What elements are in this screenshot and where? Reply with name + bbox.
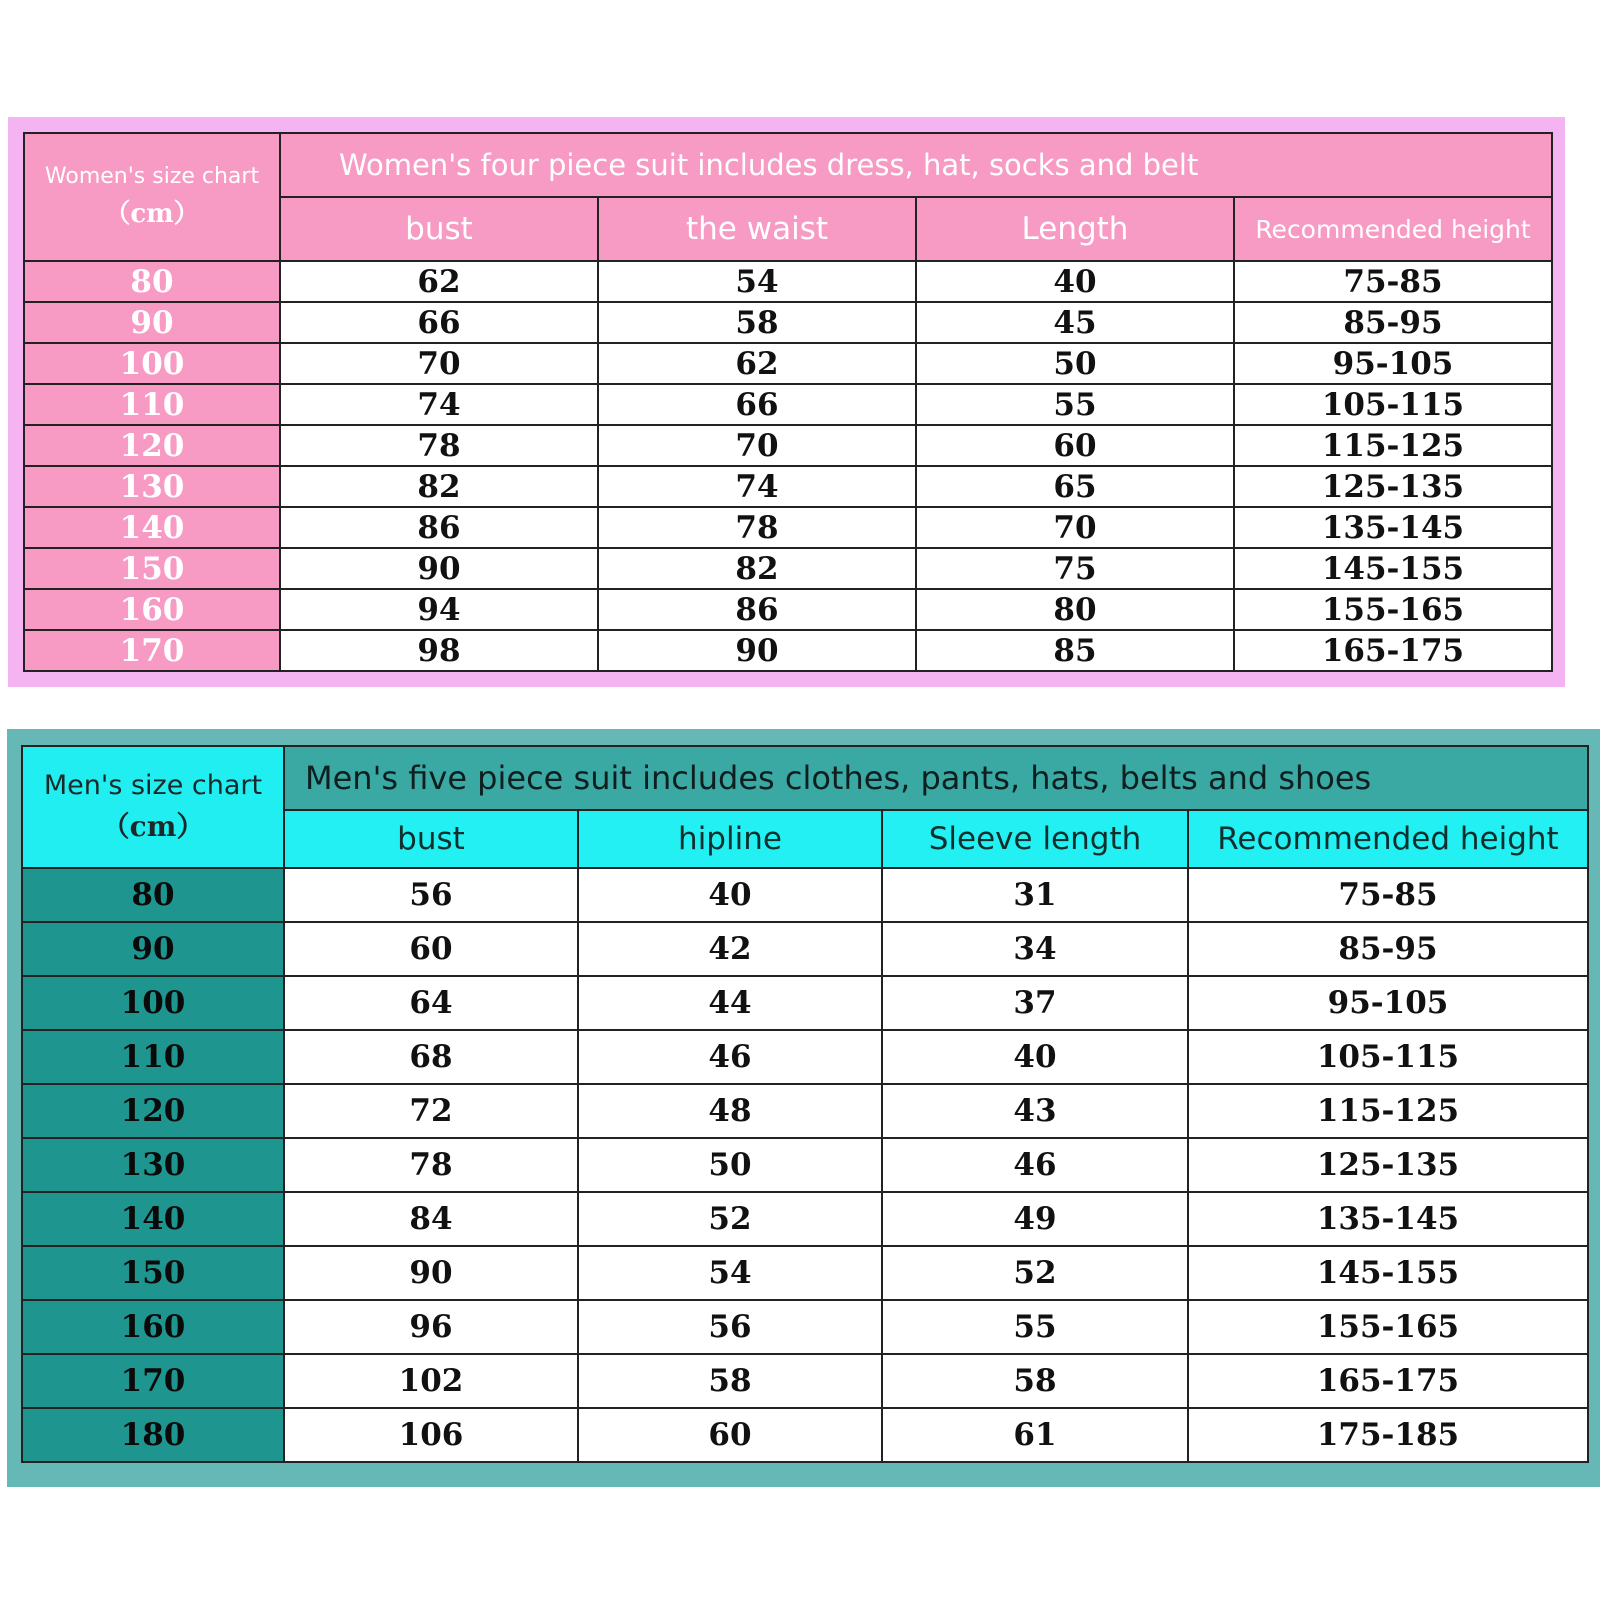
women-bust-cell: 98 (280, 630, 598, 671)
women-waist-cell: 70 (598, 425, 916, 466)
women-waist-cell: 62 (598, 343, 916, 384)
women-size-cell: 170 (24, 630, 280, 671)
women-recommended-height-cell: 75-85 (1234, 261, 1552, 302)
men-table-row (22, 1084, 1588, 1138)
men-sleeve-length-cell: 55 (882, 1300, 1188, 1354)
men-bust-cell: 56 (284, 868, 578, 922)
men-recommended-height-cell: 165-175 (1188, 1354, 1588, 1408)
women-header-bust: bust (280, 197, 598, 261)
women-header-length: Length (916, 197, 1234, 261)
women-recommended-height-cell: 155-165 (1234, 589, 1552, 630)
women-bust-cell: 62 (280, 261, 598, 302)
men-recommended-height-cell: 105-115 (1188, 1030, 1588, 1084)
women-size-cell: 110 (24, 384, 280, 425)
women-recommended-height-cell: 115-125 (1234, 425, 1552, 466)
women-size-cell: 160 (24, 589, 280, 630)
women-table-row (24, 425, 1552, 466)
women-table-title: Women's four piece suit includes dress, hat, socks and belt (280, 133, 1552, 197)
men-recommended-height-cell: 75-85 (1188, 868, 1588, 922)
men-hipline-cell: 48 (578, 1084, 882, 1138)
women-waist-cell: 82 (598, 548, 916, 589)
women-length-cell: 65 (916, 466, 1234, 507)
men-bust-cell: 78 (284, 1138, 578, 1192)
men-recommended-height-cell: 135-145 (1188, 1192, 1588, 1246)
men-table-row (22, 1300, 1588, 1354)
men-hipline-cell: 58 (578, 1354, 882, 1408)
women-corner-unit: （cm） (104, 198, 200, 229)
women-waist-cell: 86 (598, 589, 916, 630)
women-size-cell: 150 (24, 548, 280, 589)
women-length-cell: 55 (916, 384, 1234, 425)
women-length-cell: 80 (916, 589, 1234, 630)
men-size-cell: 120 (22, 1084, 284, 1138)
women-length-cell: 50 (916, 343, 1234, 384)
men-corner-cell (22, 746, 284, 868)
women-length-cell: 70 (916, 507, 1234, 548)
women-size-cell: 80 (24, 261, 280, 302)
women-size-cell: 100 (24, 343, 280, 384)
men-recommended-height-cell: 85-95 (1188, 922, 1588, 976)
men-bust-cell: 68 (284, 1030, 578, 1084)
women-bust-cell: 86 (280, 507, 598, 548)
men-table-row (22, 976, 1588, 1030)
men-sleeve-length-cell: 43 (882, 1084, 1188, 1138)
men-header-hipline: hipline (578, 810, 882, 868)
women-table-row (24, 261, 1552, 302)
women-waist-cell: 74 (598, 466, 916, 507)
women-recommended-height-cell: 105-115 (1234, 384, 1552, 425)
women-recommended-height-cell: 165-175 (1234, 630, 1552, 671)
men-hipline-cell: 52 (578, 1192, 882, 1246)
men-recommended-height-cell: 145-155 (1188, 1246, 1588, 1300)
women-waist-cell: 54 (598, 261, 916, 302)
men-size-cell: 80 (22, 868, 284, 922)
women-table-row (24, 548, 1552, 589)
men-table-row (22, 1192, 1588, 1246)
women-corner-cell (24, 133, 280, 261)
women-table-row (24, 302, 1552, 343)
women-size-cell: 130 (24, 466, 280, 507)
women-table-row (24, 343, 1552, 384)
women-size-table (23, 132, 1553, 672)
men-size-cell: 150 (22, 1246, 284, 1300)
men-header-bust: bust (284, 810, 578, 868)
women-length-cell: 75 (916, 548, 1234, 589)
women-bust-cell: 82 (280, 466, 598, 507)
women-size-chart-panel (8, 117, 1565, 687)
women-size-cell: 120 (24, 425, 280, 466)
men-hipline-cell: 56 (578, 1300, 882, 1354)
men-sleeve-length-cell: 37 (882, 976, 1188, 1030)
women-length-cell: 45 (916, 302, 1234, 343)
women-length-cell: 40 (916, 261, 1234, 302)
men-recommended-height-cell: 175-185 (1188, 1408, 1588, 1462)
men-recommended-height-cell: 95-105 (1188, 976, 1588, 1030)
men-table-row (22, 868, 1588, 922)
men-table-title: Men's five piece suit includes clothes, pants, hats, belts and shoes (284, 746, 1588, 810)
women-waist-cell: 58 (598, 302, 916, 343)
men-hipline-cell: 54 (578, 1246, 882, 1300)
women-length-cell: 60 (916, 425, 1234, 466)
men-hipline-cell: 50 (578, 1138, 882, 1192)
men-hipline-cell: 60 (578, 1408, 882, 1462)
women-size-cell: 140 (24, 507, 280, 548)
women-bust-cell: 70 (280, 343, 598, 384)
men-bust-cell: 96 (284, 1300, 578, 1354)
women-table-row (24, 384, 1552, 425)
men-sleeve-length-cell: 34 (882, 922, 1188, 976)
men-hipline-cell: 44 (578, 976, 882, 1030)
women-bust-cell: 74 (280, 384, 598, 425)
men-hipline-cell: 46 (578, 1030, 882, 1084)
men-size-cell: 130 (22, 1138, 284, 1192)
women-header-waist: the waist (598, 197, 916, 261)
women-waist-cell: 90 (598, 630, 916, 671)
men-corner-unit: （cm） (101, 810, 205, 844)
men-size-chart-panel (7, 729, 1600, 1487)
men-size-cell: 180 (22, 1408, 284, 1462)
men-bust-cell: 84 (284, 1192, 578, 1246)
men-recommended-height-cell: 155-165 (1188, 1300, 1588, 1354)
men-bust-cell: 106 (284, 1408, 578, 1462)
men-table-row (22, 1138, 1588, 1192)
men-sleeve-length-cell: 46 (882, 1138, 1188, 1192)
women-recommended-height-cell: 95-105 (1234, 343, 1552, 384)
men-sleeve-length-cell: 61 (882, 1408, 1188, 1462)
women-header-recommended-height: Recommended height (1234, 197, 1552, 261)
men-header-recommended-height: Recommended height (1188, 810, 1588, 868)
women-bust-cell: 90 (280, 548, 598, 589)
men-sleeve-length-cell: 31 (882, 868, 1188, 922)
men-table-row (22, 1354, 1588, 1408)
women-table-row (24, 466, 1552, 507)
men-table-row (22, 1030, 1588, 1084)
men-bust-cell: 102 (284, 1354, 578, 1408)
men-bust-cell: 60 (284, 922, 578, 976)
women-recommended-height-cell: 135-145 (1234, 507, 1552, 548)
women-size-cell: 90 (24, 302, 280, 343)
women-recommended-height-cell: 85-95 (1234, 302, 1552, 343)
men-bust-cell: 90 (284, 1246, 578, 1300)
men-size-cell: 160 (22, 1300, 284, 1354)
men-size-cell: 110 (22, 1030, 284, 1084)
women-recommended-height-cell: 125-135 (1234, 466, 1552, 507)
women-waist-cell: 78 (598, 507, 916, 548)
men-size-table (21, 745, 1589, 1463)
women-corner-label: Women's size chart (44, 163, 260, 189)
men-table-row (22, 922, 1588, 976)
men-size-cell: 140 (22, 1192, 284, 1246)
women-table-row (24, 630, 1552, 671)
women-table-body (24, 261, 1552, 671)
men-sleeve-length-cell: 49 (882, 1192, 1188, 1246)
men-table-row (22, 1246, 1588, 1300)
men-corner-label: Men's size chart (43, 769, 263, 801)
women-table-row (24, 589, 1552, 630)
men-bust-cell: 72 (284, 1084, 578, 1138)
women-length-cell: 85 (916, 630, 1234, 671)
men-sleeve-length-cell: 52 (882, 1246, 1188, 1300)
men-sleeve-length-cell: 40 (882, 1030, 1188, 1084)
women-bust-cell: 94 (280, 589, 598, 630)
men-hipline-cell: 40 (578, 868, 882, 922)
men-size-cell: 100 (22, 976, 284, 1030)
men-size-cell: 170 (22, 1354, 284, 1408)
women-recommended-height-cell: 145-155 (1234, 548, 1552, 589)
men-bust-cell: 64 (284, 976, 578, 1030)
men-hipline-cell: 42 (578, 922, 882, 976)
men-recommended-height-cell: 125-135 (1188, 1138, 1588, 1192)
women-bust-cell: 78 (280, 425, 598, 466)
men-sleeve-length-cell: 58 (882, 1354, 1188, 1408)
men-table-row (22, 1408, 1588, 1462)
men-recommended-height-cell: 115-125 (1188, 1084, 1588, 1138)
men-table-body (22, 868, 1588, 1462)
men-header-sleeve-length: Sleeve length (882, 810, 1188, 868)
women-bust-cell: 66 (280, 302, 598, 343)
men-size-cell: 90 (22, 922, 284, 976)
women-waist-cell: 66 (598, 384, 916, 425)
women-table-row (24, 507, 1552, 548)
